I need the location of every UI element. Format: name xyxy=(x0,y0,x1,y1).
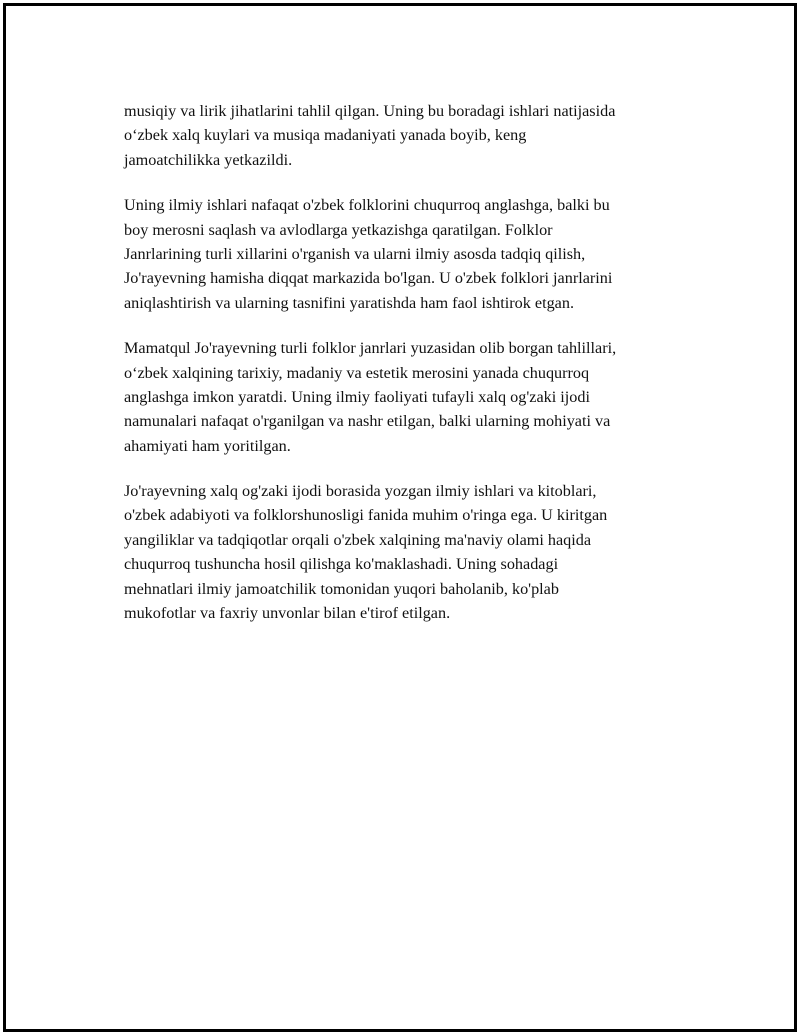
document-body xyxy=(124,99,704,646)
paragraph-line: ahamiyati ham yoritilgan. xyxy=(124,436,291,455)
paragraph-line: o‘zbek xalq kuylari va musiqa madaniyati yanada boyib, keng xyxy=(124,126,527,145)
paragraph-line: aniqlashtirish va ularning tasnifini yaratishda ham faol ishtirok etgan. xyxy=(124,293,574,312)
paragraph-line: anglashga imkon yaratdi. Uning ilmiy faoliyati tufayli xalq og'zaki ijodi xyxy=(124,387,590,406)
paragraph-line: Janrlarining turli xillarini o'rganish va ularni ilmiy asosda tadqiq qilish, xyxy=(124,244,586,263)
paragraph-1 xyxy=(124,99,704,172)
paragraph-line: Mamatqul Jo'rayevning turli folklor janrlari yuzasidan olib borgan tahlillari, xyxy=(124,339,617,358)
paragraph-line: o'zbek adabiyoti va folklorshunosligi fanida muhim o'ringa ega. U kiritgan xyxy=(124,506,608,525)
paragraph-line: Uning ilmiy ishlari nafaqat o'zbek folklorini chuqurroq anglashga, balki bu xyxy=(124,196,610,215)
paragraph-line: chuqurroq tushuncha hosil qilishga ko'maklashadi. Uning sohadagi xyxy=(124,555,559,574)
paragraph-line: boy merosni saqlash va avlodlarga yetkazishga qaratilgan. Folklor xyxy=(124,220,553,239)
paragraph-line: Jo'rayevning hamisha diqqat markazida bo'lgan. U o'zbek folklori janrlarini xyxy=(124,269,613,288)
paragraph-line: yangiliklar va tadqiqotlar orqali o'zbek xalqining ma'naviy olami haqida xyxy=(124,530,592,549)
paragraph-line: o‘zbek xalqining tarixiy, madaniy va estetik merosini yanada chuqurroq xyxy=(124,363,590,382)
paragraph-line: musiqiy va lirik jihatlarini tahlil qilgan. Uning bu boradagi ishlari natijasida xyxy=(124,102,616,120)
paragraph-line: jamoatchilikka yetkazildi. xyxy=(124,150,293,169)
paragraph-3 xyxy=(124,336,704,458)
page-border xyxy=(3,3,797,1032)
paragraph-line: namunalari nafaqat o'rganilgan va nashr etilgan, balki ularning mohiyati va xyxy=(124,412,611,431)
paragraph-line: mehnatlari ilmiy jamoatchilik tomonidan yuqori baholanib, ko'plab xyxy=(124,579,559,598)
paragraph-line: Jo'rayevning xalq og'zaki ijodi borasida yozgan ilmiy ishlari va kitoblari, xyxy=(124,482,597,501)
paragraph-line: mukofotlar va faxriy unvonlar bilan e'tirof etilgan. xyxy=(124,604,451,623)
paragraph-4 xyxy=(124,479,704,625)
paragraph-2 xyxy=(124,193,704,315)
